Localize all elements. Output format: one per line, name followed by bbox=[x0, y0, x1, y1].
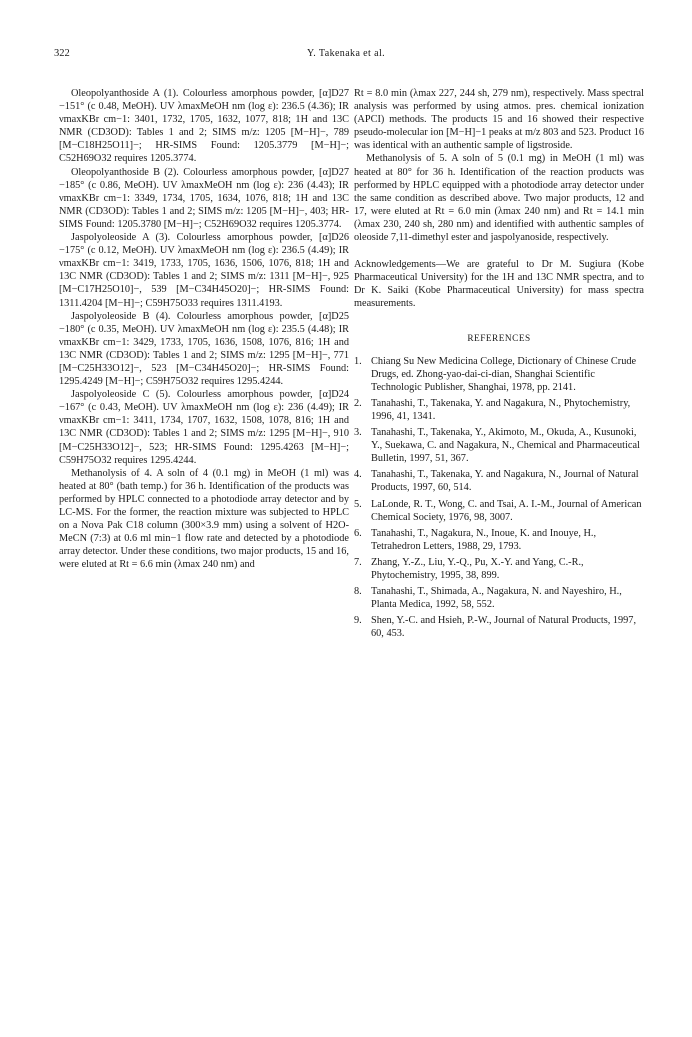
reference-item bbox=[354, 426, 644, 465]
reference-item bbox=[354, 397, 644, 423]
page-header bbox=[54, 48, 638, 64]
compound-1-paragraph: Oleopolyanthoside A (1). Colourless amorphous powder, [α]D27 −151° (c 0.48, MeOH). UV λmaxMeOH nm (log ε): 236.5 (4.36); IR νmaxKBr cm−1: 3401, 1732, 1705, 1632, 1077, 818; 1H and 13C NMR (CD3OD): Tables 1 and 2; SIMS m/z: 1205 [M−H]−, 789 [M−C18H25O11]−; HR-SIMS Found: 1205.3779 [M−H]−; C52H69O32 requires 1205.3774. bbox=[59, 88, 349, 165]
references-title: REFERENCES bbox=[467, 333, 531, 344]
references-list bbox=[354, 355, 644, 641]
compound-2-paragraph: Oleopolyanthoside B (2). Colourless amorphous powder, [α]D27 −185° (c 0.86, MeOH). UV λmaxMeOH nm (log ε): 236 (4.43); IR νmaxKBr cm−1: 3349, 1734, 1705, 1634, 1076, 818; 1H and 13C NMR (CD3OD): Tables 1 and 2; SIMS m/z: 1205 [M−H]−, 403; HR-SIMS Found: 1205.3780 [M−H]−; C52H69O32 requires 1205.3774. bbox=[59, 166, 349, 230]
methanolysis-5-paragraph: Methanolysis of 5. A soln of 5 (0.1 mg) in MeOH (1 ml) was heated at 80° for 36 h. Identification of the reaction products was performed by HPLC equipped with a photodiode array detector under the same condition as described above. Two major products, 12 and 17, were eluted at Rt = 6.0 min (λmax 240 nm) and Rt = 14.1 min (λmax 230, 240 sh, 280 nm) and identified with authentic samples of oleoside 7,11-dimethyl ester and jaspolyanoside, respectively. bbox=[354, 153, 644, 244]
reference-text: Tanahashi, T., Nagakura, N., Inoue, K. and Inouye, H., Tetrahedron Letters, 1988, 29, 1793. bbox=[371, 527, 597, 552]
reference-number: 6. bbox=[354, 527, 362, 539]
reference-item bbox=[354, 355, 644, 394]
reference-item bbox=[354, 614, 644, 640]
reference-text: Tanahashi, T., Takenaka, Y., Akimoto, M., Okuda, A., Kusunoki, Y., Suekawa, C. and Nagakura, N., Chemical and Pharmaceutical Bulletin, 1997, 51, 367. bbox=[371, 427, 640, 465]
reference-number: 4. bbox=[354, 469, 362, 481]
reference-text: Tanahashi, T., Takenaka, Y. and Nagakura, N., Phytochemistry, 1996, 41, 1341. bbox=[371, 397, 631, 422]
compound-3-paragraph: Jaspolyoleoside A (3). Colourless amorphous powder, [α]D26 −175° (c 0.12, MeOH). UV λmaxMeOH nm (log ε): 236.5 (4.49); IR νmaxKBr cm−1: 3419, 1733, 1705, 1636, 1506, 1076, 818; 1H and 13C NMR (CD3OD): Tables 1 and 2; SIMS m/z: 1311 [M−H]−, 925 [M−C17H25O10]−, 539 [M−C34H45O20]−; HR-SIMS Found: 1311.4204 [M−H]−; C59H75O33 requires 1311.4193. bbox=[59, 232, 349, 309]
compound-5-paragraph: Jaspolyoleoside C (5). Colourless amorphous powder, [α]D24 −167° (c 0.43, MeOH). UV λmaxMeOH nm (log ε): 236 (4.49); IR νmaxKBr cm−1: 3411, 1734, 1707, 1632, 1508, 1078, 816; 1H and 13C NMR (CD3OD): Tables 1 and 2; SIMS m/z: 1295 [M−H]−, 910 [M−C25H33O12]−, 523; HR-SIMS Found: 1295.4263 [M−H]−; C59H75O32 requires 1295.4244. bbox=[59, 389, 349, 466]
reference-text: LaLonde, R. T., Wong, C. and Tsai, A. I.-M., Journal of American Chemical Society, 1976, 98, 3007. bbox=[371, 498, 642, 523]
running-head: Y. Takenaka et al. bbox=[306, 48, 386, 59]
reference-number: 1. bbox=[354, 355, 362, 367]
reference-item bbox=[354, 527, 644, 553]
reference-item bbox=[354, 585, 644, 611]
reference-number: 3. bbox=[354, 427, 362, 439]
continuation-paragraph: Rt = 8.0 min (λmax 227, 244 sh, 279 nm), respectively. Mass spectral analysis was performed by using atmos. pres. chemical ionization (APCI) methods. The products 15 and 16 showed their respective pseudo-molecular ion [M−H]−1 peaks at m/z 803 and 523. Product 16 was identical with an authentic sample of ligstroside. bbox=[354, 88, 644, 152]
reference-item bbox=[354, 468, 644, 494]
left-column bbox=[59, 87, 349, 571]
reference-number: 8. bbox=[354, 586, 362, 598]
acknowledgements: Acknowledgements—We are grateful to Dr M. Sugiura (Kobe Pharmaceutical University) for the 1H and 13C NMR spectra, and to Dr K. Saiki (Kobe Pharmaceutical University) for mass spectra measurements. bbox=[354, 259, 644, 310]
reference-text: Shen, Y.-C. and Hsieh, P.-W., Journal of Natural Products, 1997, 60, 453. bbox=[371, 615, 637, 640]
reference-item bbox=[354, 556, 644, 582]
page-number: 322 bbox=[54, 48, 70, 59]
reference-item bbox=[354, 498, 644, 524]
reference-number: 7. bbox=[354, 556, 362, 568]
reference-number: 9. bbox=[354, 615, 362, 627]
reference-text: Chiang Su New Medicina College, Dictionary of Chinese Crude Drugs, ed. Zhong-yao-dai-ci-dian, Shanghai Scientific Technologic Publisher, Shanghai, 1978, pp. 2141. bbox=[371, 355, 637, 393]
reference-text: Zhang, Y.-Z., Liu, Y.-Q., Pu, X.-Y. and Yang, C.-R., Phytochemistry, 1995, 38, 899. bbox=[371, 556, 584, 581]
reference-number: 5. bbox=[354, 498, 362, 510]
compound-4-paragraph: Jaspolyoleoside B (4). Colourless amorphous powder, [α]D25 −180° (c 0.35, MeOH). UV λmaxMeOH nm (log ε): 235.5 (4.48); IR νmaxKBr cm−1: 3429, 1733, 1705, 1636, 1508, 1076, 816; 1H and 13C NMR (CD3OD): Tables 1 and 2; SIMS m/z: 1295 [M−H]−, 771 [M−C25H33O12]−, 523 [M−C34H45O20]−; HR-SIMS Found: 1295.4249 [M−H]−; C59H75O32 requires 1295.4244. bbox=[59, 310, 349, 388]
methanolysis-4-paragraph: Methanolysis of 4. A soln of 4 (0.1 mg) in MeOH (1 ml) was heated at 80° (bath temp.) for 36 h. Identification of the products was performed by HPLC connected to a photodiode array detector and by LC-MS. For the former, the reaction mixture was subjected to HPLC on a Nova Pak C18 column (300×3.9 mm) using a solvent of H2O-MeCN (7:3) at 0.6 ml min−1 flow rate and detected by a photodiode array detector. Under these conditions, two major products, 15 and 16, were eluted at Rt = 6.6 min (λmax 240 nm) and bbox=[59, 467, 349, 571]
reference-text: Tanahashi, T., Takenaka, Y. and Nagakura, N., Journal of Natural Products, 1997, 60, 514. bbox=[371, 469, 639, 494]
reference-text: Tanahashi, T., Shimada, A., Nagakura, N. and Nayeshiro, H., Planta Medica, 1992, 58, 552. bbox=[371, 586, 622, 611]
reference-number: 2. bbox=[354, 397, 362, 409]
right-column bbox=[354, 87, 644, 643]
